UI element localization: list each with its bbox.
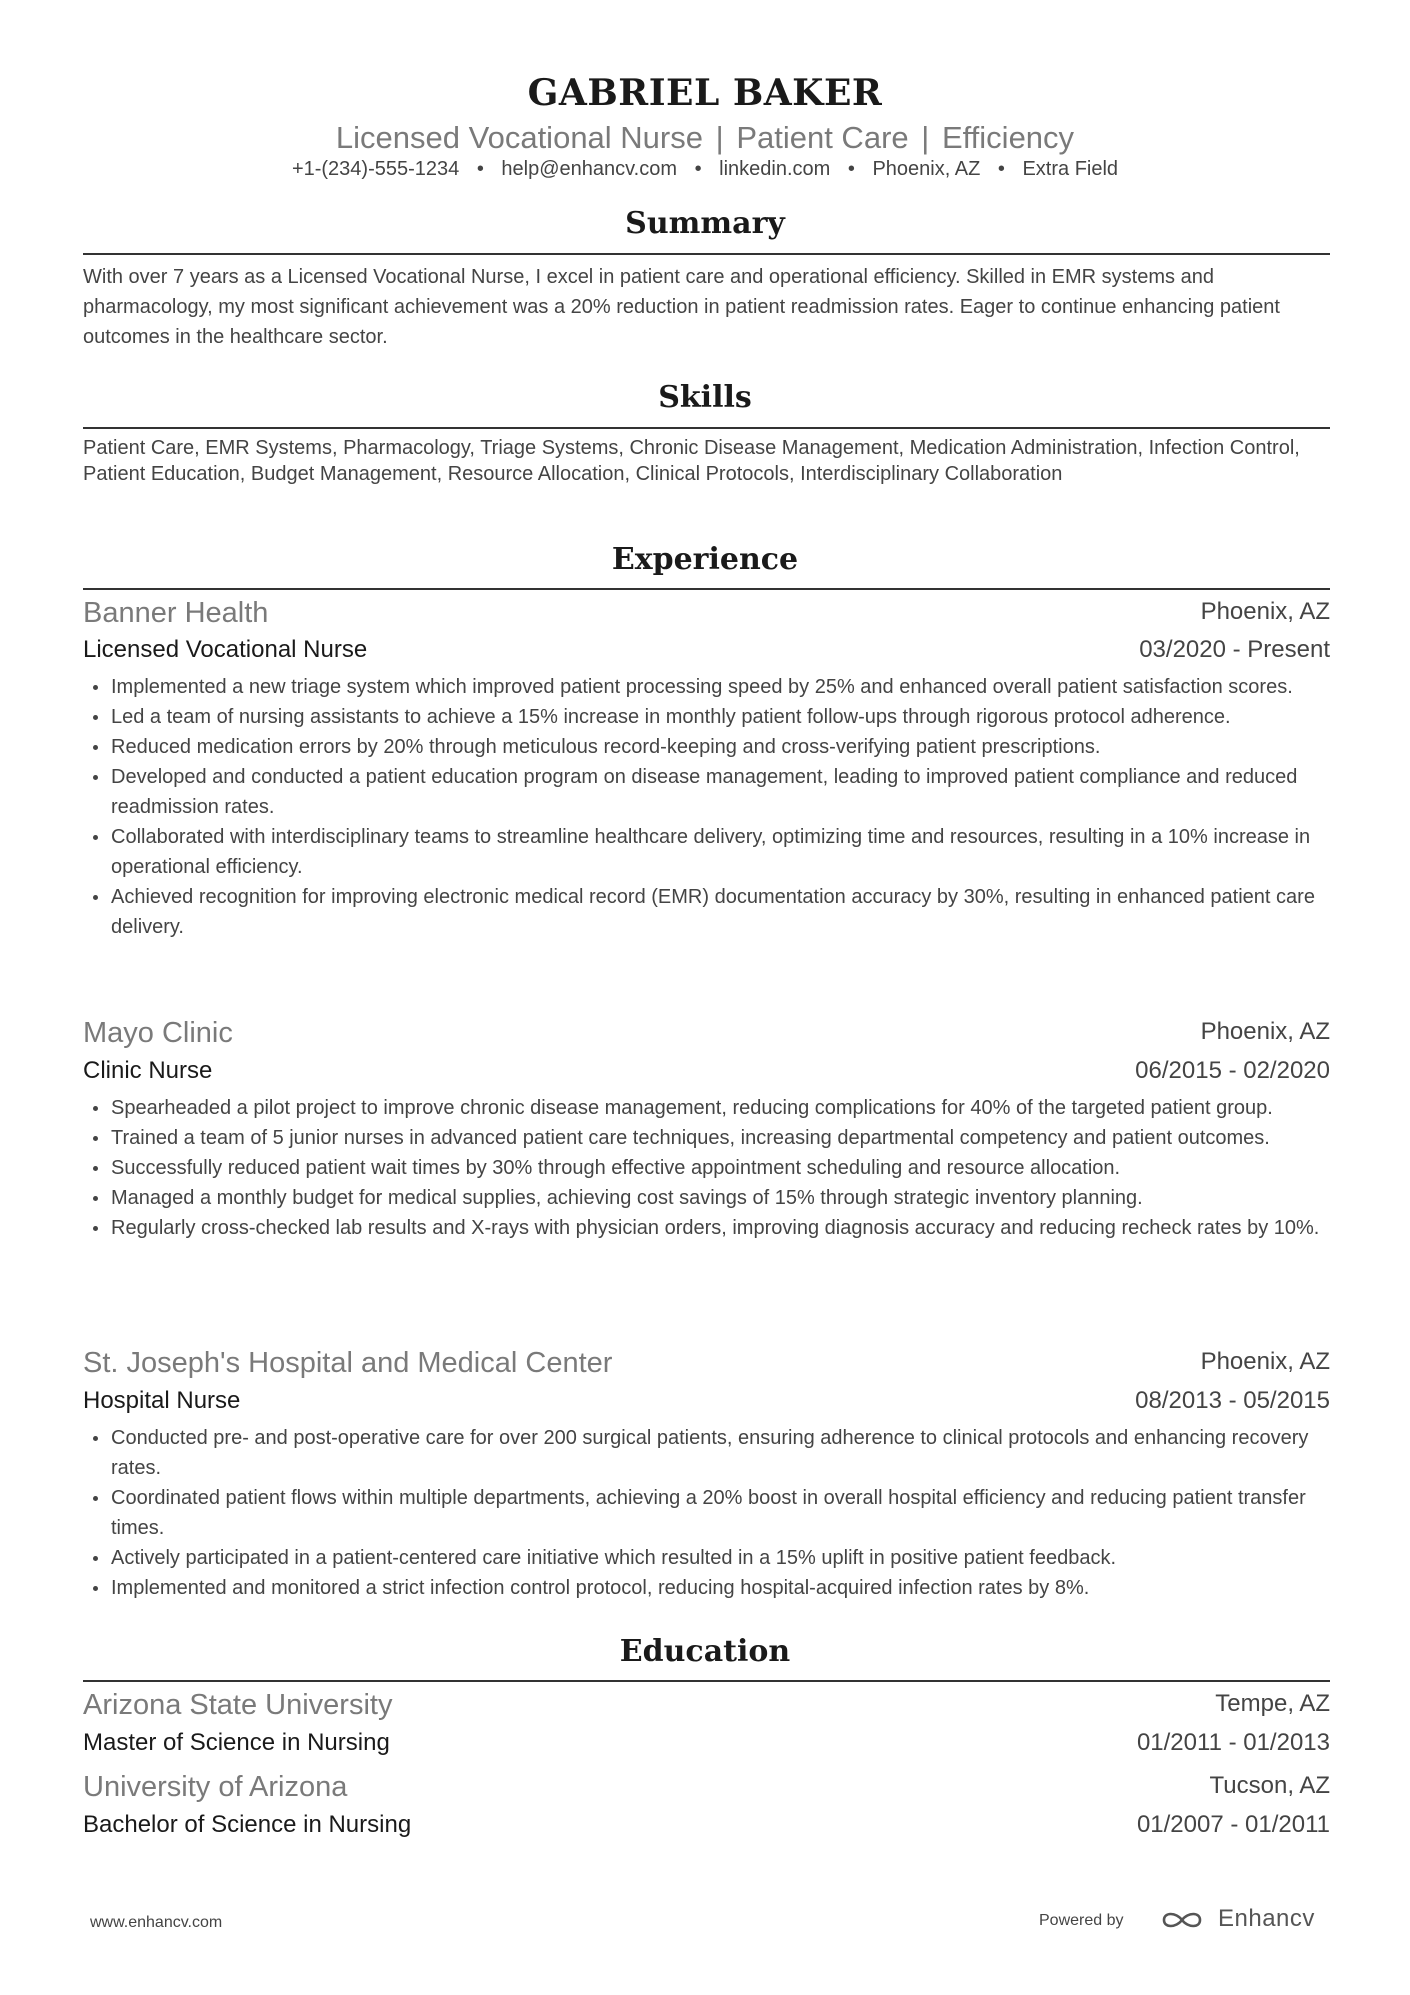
contact-phone[interactable]: +1-(234)-555-1234 (291, 158, 460, 180)
enhancv-brand-name: Enhancv (1218, 1905, 1315, 1932)
summary-divider (83, 253, 1330, 255)
contact-linkedin[interactable]: linkedin.com (719, 158, 831, 180)
job-bullets (83, 1093, 1333, 1243)
summary-title: Summary (625, 206, 785, 241)
job-bullet: Implemented a new triage system which improved patient processing speed by 25% and enhanced overall patient satisfaction scores. (83, 672, 1333, 702)
contact-line (0, 158, 1410, 181)
headline-separator: | (921, 120, 930, 155)
education-location: Tucson, AZ (1209, 1772, 1330, 1799)
job-company: St. Joseph's Hospital and Medical Center (83, 1347, 613, 1379)
job-bullets (83, 672, 1333, 942)
job-bullet: Collaborated with interdisciplinary teams to streamline healthcare delivery, optimizing time and resources, resulting in a 10% increase in operational efficiency. (83, 822, 1333, 882)
candidate-name: GABRIEL BAKER (527, 72, 883, 114)
headline-item: Licensed Vocational Nurse (335, 120, 703, 155)
contact-separator: • (694, 158, 702, 180)
headline (0, 120, 1410, 156)
job-bullet: Managed a monthly budget for medical supplies, achieving cost savings of 15% through strategic inventory planning. (83, 1183, 1333, 1213)
job-company: Mayo Clinic (83, 1017, 233, 1049)
job-bullet: Actively participated in a patient-centered care initiative which resulted in a 15% uplift in positive patient feedback. (83, 1543, 1333, 1573)
job-bullet: Spearheaded a pilot project to improve chronic disease management, reducing complications for 40% of the targeted patient group. (83, 1093, 1333, 1123)
contact-separator: • (997, 158, 1005, 180)
job-role: Clinic Nurse (83, 1057, 213, 1084)
education-degree: Bachelor of Science in Nursing (83, 1811, 412, 1838)
footer-website-link[interactable]: www.enhancv.com (90, 1914, 223, 1931)
job-location: Phoenix, AZ (1200, 1018, 1330, 1045)
job-bullet: Coordinated patient flows within multiple departments, achieving a 20% boost in overall hospital efficiency and reducing patient transfer times. (83, 1483, 1333, 1543)
education-dates: 01/2007 - 01/2011 (1136, 1811, 1330, 1838)
education-school: Arizona State University (83, 1689, 393, 1721)
education-title: Education (619, 1634, 791, 1669)
job-role: Licensed Vocational Nurse (83, 636, 368, 663)
job-bullet: Conducted pre- and post-operative care for over 200 surgical patients, ensuring adherence to clinical protocols and enhancing recovery rates. (83, 1423, 1333, 1483)
education-dates: 01/2011 - 01/2013 (1136, 1729, 1330, 1756)
education-degree: Master of Science in Nursing (83, 1729, 390, 1756)
experience-divider (83, 588, 1330, 590)
job-company: Banner Health (83, 597, 269, 629)
job-bullet: Developed and conducted a patient education program on disease management, leading to improved patient compliance and reduced readmission rates. (83, 762, 1333, 822)
education-location: Tempe, AZ (1215, 1690, 1330, 1717)
experience-title: Experience (611, 542, 799, 577)
education-school: University of Arizona (83, 1771, 348, 1803)
contact-extra-field: Extra Field (1022, 158, 1119, 180)
contact-separator: • (476, 158, 484, 180)
skills-title: Skills (658, 380, 752, 415)
education-divider (83, 1680, 1330, 1682)
contact-email[interactable]: help@enhancv.com (501, 158, 678, 180)
job-dates: 08/2013 - 05/2015 (1135, 1387, 1330, 1414)
job-bullet: Achieved recognition for improving electronic medical record (EMR) documentation accuracy by 30%, resulting in enhanced patient care delivery. (83, 882, 1333, 942)
job-bullet: Regularly cross-checked lab results and X-rays with physician orders, improving diagnosis accuracy and reducing recheck rates by 10%. (83, 1213, 1333, 1243)
contact-separator: • (847, 158, 855, 180)
contact-location: Phoenix, AZ (872, 158, 981, 180)
headline-item: Efficiency (941, 120, 1075, 155)
skills-text: Patient Care, EMR Systems, Pharmacology, Triage Systems, Chronic Disease Management, Medication Administration, Infection Control, Patient Education, Budget Management, Resource Allocation, Clinical Protocols, Interdisciplinary Collaboration (83, 437, 1300, 485)
job-role: Hospital Nurse (83, 1387, 241, 1414)
job-location: Phoenix, AZ (1200, 1348, 1330, 1375)
job-bullet: Implemented and monitored a strict infection control protocol, reducing hospital-acquired infection rates by 8%. (83, 1573, 1333, 1603)
job-bullet: Reduced medication errors by 20% through meticulous record-keeping and cross-verifying patient prescriptions. (83, 732, 1333, 762)
job-dates: 03/2020 - Present (1139, 636, 1330, 663)
enhancv-logo-icon (1158, 1906, 1206, 1934)
job-location: Phoenix, AZ (1200, 598, 1330, 625)
job-bullets (83, 1423, 1333, 1603)
job-bullet: Successfully reduced patient wait times by 30% through effective appointment scheduling and resource allocation. (83, 1153, 1333, 1183)
headline-item: Patient Care (736, 120, 909, 155)
summary-text: With over 7 years as a Licensed Vocational Nurse, I excel in patient care and operational efficiency. Skilled in EMR systems and pharmacology, my most significant achievement was a 20% reduction in patient readmission rates. Eager to continue enhancing patient outcomes in the healthcare sector. (83, 266, 1280, 348)
job-bullet: Trained a team of 5 junior nurses in advanced patient care techniques, increasing departmental competency and patient outcomes. (83, 1123, 1333, 1153)
skills-divider (83, 427, 1330, 429)
headline-separator: | (715, 120, 724, 155)
job-dates: 06/2015 - 02/2020 (1135, 1057, 1330, 1084)
job-bullet: Led a team of nursing assistants to achieve a 15% increase in monthly patient follow-ups through rigorous protocol adherence. (83, 702, 1333, 732)
powered-by-label: Powered by (1039, 1912, 1124, 1929)
